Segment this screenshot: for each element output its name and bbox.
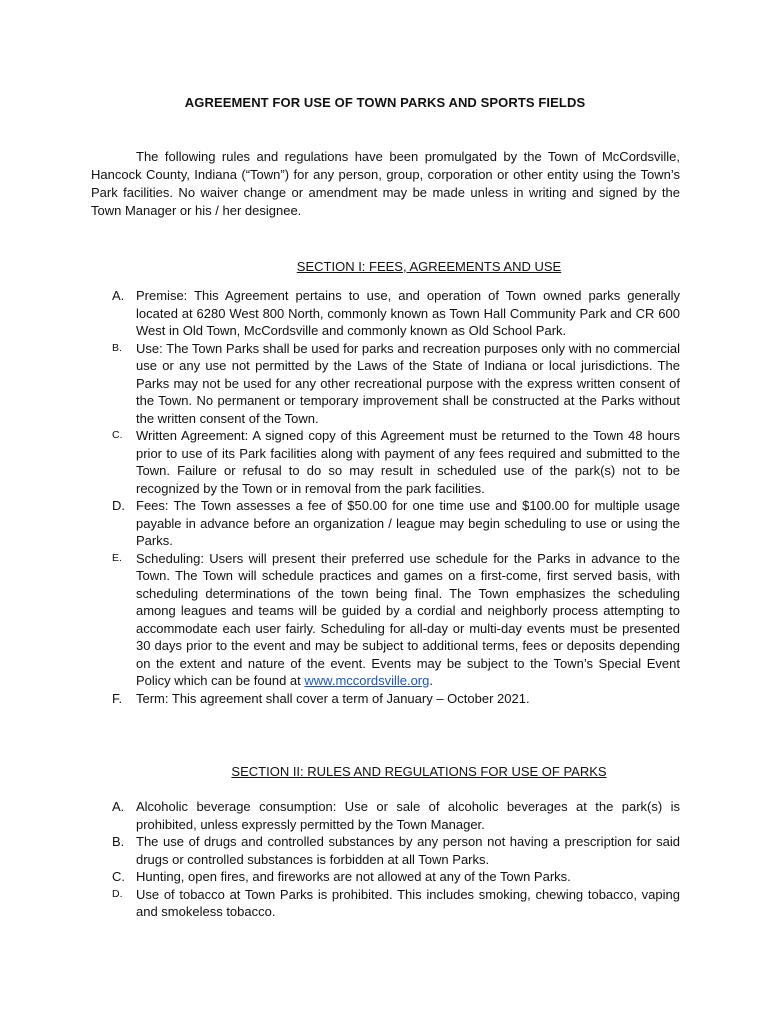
clause-letter: D. (112, 887, 123, 900)
list-item (112, 798, 680, 833)
section-2-list (112, 798, 680, 921)
clause-text: Written Agreement: A signed copy of this Agreement must be returned to the Town 48 hours prior to use of its Park facilities along with payment of any fees required and submitted to the Town. Failure or refusal to do so may result in scheduled use of the park(s) not to be recognized by the Town or in removal from the park facilities. (136, 428, 680, 496)
clause-text: Hunting, open fires, and fireworks are not allowed at any of the Town Parks. (136, 869, 571, 884)
clause-text-end: . (429, 673, 433, 688)
section-1-list (112, 287, 680, 707)
clause-letter: A. (112, 799, 125, 814)
clause-letter: F. (112, 690, 123, 706)
list-item (112, 550, 680, 690)
clause-text: Scheduling: Users will present their preferred use schedule for the Parks in advance to the Town. The Town will schedule practices and games on a first-come, first served basis, with scheduling determinations of the town being final. The Town emphasizes the scheduling among leagues and teams will be guided by a cordial and neighborly process attempting to accommodate each user fairly. Scheduling for all-day or multi-day events must be presented 30 days prior to the event and may be subject to additional terms, fees or deposits depending on the extent and nature of the event. Events may be subject to the Town’s Special Event Policy which can be found at (136, 550, 680, 688)
clause-text: Use: The Town Parks shall be used for parks and recreation purposes only with no commercial use or any use not permitted by the Laws of the State of Indiana or local jurisdictions. The Parks may not be used for any other recreational purpose with the express written consent of the Town. No permanent or temporary improvement shall be constructed at the Parks without the written consent of the Town. (136, 340, 680, 426)
clause-text: Fees: The Town assesses a fee of $50.00 for one time use and $100.00 for multiple usage payable in advance before an organization / league may begin scheduling to use or using the Parks. (136, 498, 680, 548)
list-item (112, 497, 680, 550)
website-link[interactable]: www.mccordsville.org (304, 673, 430, 688)
intro-paragraph: The following rules and regulations have been promulgated by the Town of McCordsville, Hancock County, Indiana (“Town”) for any person, group, corporation or other entity using the Town’s Park facilities. No waiver change or amendment may be made unless in writing and signed by the Town Manager or his / her designee. (91, 149, 680, 218)
clause-letter: C. (112, 869, 125, 884)
list-item (112, 287, 680, 340)
section-1-heading: SECTION I: FEES, AGREEMENTS AND USE (296, 259, 562, 274)
clause-letter: B. (112, 834, 125, 849)
clause-letter: C. (112, 429, 123, 441)
clause-text: Term: This agreement shall cover a term of January – October 2021. (136, 690, 530, 706)
clause-text: Alcoholic beverage consumption: Use or sale of alcoholic beverages at the park(s) is prohibited, unless expressly permitted by the Town Manager. (136, 799, 680, 832)
clause-letter: B. (112, 341, 122, 354)
list-item (112, 868, 680, 886)
document-title: AGREEMENT FOR USE OF TOWN PARKS AND SPORTS FIELDS (184, 95, 586, 110)
clause-letter: E. (112, 551, 122, 564)
list-item (112, 886, 680, 921)
clause-letter: D. (112, 498, 125, 513)
clause-text: The use of drugs and controlled substances by any person not having a prescription for said drugs or controlled substances is forbidden at all Town Parks. (136, 834, 680, 867)
list-item (112, 833, 680, 868)
list-item (112, 340, 680, 428)
list-item (112, 427, 680, 497)
clause-text: Use of tobacco at Town Parks is prohibited. This includes smoking, chewing tobacco, vaping and smokeless tobacco. (136, 886, 680, 919)
section-2-heading: SECTION II: RULES AND REGULATIONS FOR USE OF PARKS (231, 764, 607, 779)
list-item (112, 690, 680, 708)
clause-text: Premise: This Agreement pertains to use, and operation of Town owned parks generally located at 6280 West 800 North, commonly known as Town Hall Community Park and CR 600 West in Old Town, McCordsville and commonly known as Old School Park. (136, 288, 680, 338)
clause-letter: A. (112, 288, 125, 303)
